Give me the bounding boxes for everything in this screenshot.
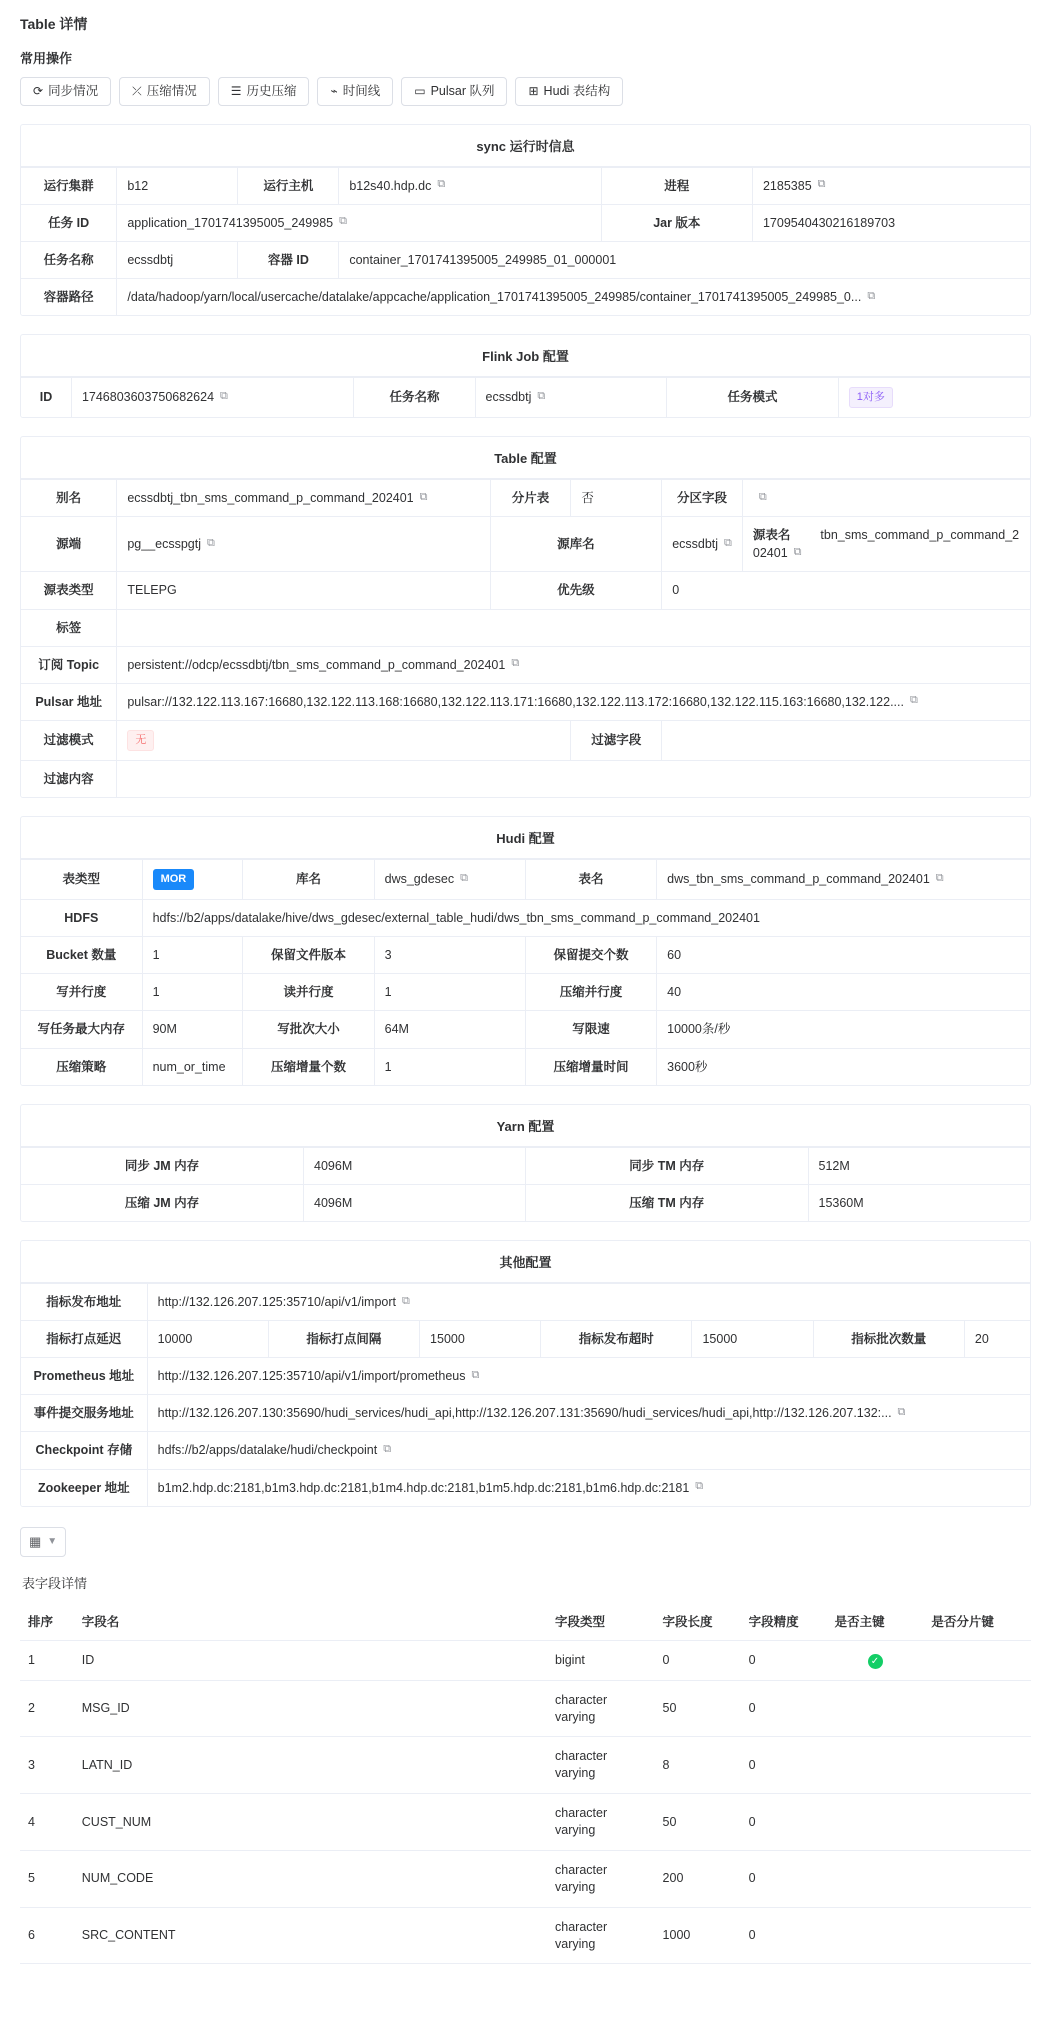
- compact-jm-memory-label: 压缩 JM 内存: [21, 1184, 304, 1221]
- metric-publish-url-label: 指标发布地址: [21, 1283, 147, 1320]
- table-row: [21, 720, 1030, 760]
- write-max-memory-value: 90M: [142, 1011, 243, 1048]
- table-config-table: [21, 479, 1030, 797]
- copy-icon[interactable]: ⧉: [437, 178, 446, 191]
- timeline-button-label: 时间线: [342, 84, 381, 98]
- zookeeper-address-value: [147, 1469, 1030, 1506]
- table-row: [21, 860, 1030, 900]
- sync-runtime-info-table: [21, 167, 1030, 316]
- zookeeper-address-label: Zookeeper 地址: [21, 1469, 147, 1506]
- field-length: 50: [655, 1794, 741, 1851]
- hdfs-value: hdfs://b2/apps/datalake/hive/dws_gdesec/external_table_hudi/dws_tbn_sms_command_p_command_202401: [142, 900, 1030, 937]
- field-length: 0: [655, 1640, 741, 1680]
- field-type: character varying: [547, 1850, 655, 1907]
- write-parallelism-value: 1: [142, 974, 243, 1011]
- grid-icon: ▦: [29, 1533, 42, 1549]
- common-operations-toolbar: [20, 77, 1031, 106]
- source-table-cell: [742, 517, 1030, 572]
- table-row: [21, 1358, 1030, 1395]
- zookeeper-address-text: b1m2.hdp.dc:2181,b1m3.hdp.dc:2181,b1m4.hdp.dc:2181,b1m5.hdp.dc:2181,b1m6.hdp.dc:2181: [157, 1480, 690, 1495]
- timeline-button[interactable]: [317, 77, 393, 106]
- task-id-label: 任务 ID: [21, 204, 117, 241]
- metric-timeout-label: 指标发布超时: [541, 1321, 692, 1358]
- header-field-precision: 字段精度: [741, 1602, 827, 1641]
- field-is-shard-key: [923, 1850, 1031, 1907]
- field-length: 8: [655, 1737, 741, 1794]
- field-is-primary-key: [827, 1794, 924, 1851]
- source-table-value: tbn_sms_command_p_command_202401: [752, 528, 1020, 561]
- table-row: [21, 683, 1030, 720]
- compact-strategy-label: 压缩策略: [21, 1048, 142, 1085]
- tag-label: 标签: [21, 609, 117, 646]
- jar-version-value: 1709540430216189703: [752, 204, 1030, 241]
- table-row: [21, 974, 1030, 1011]
- table-config-title: Table 配置: [21, 437, 1030, 479]
- copy-icon[interactable]: ⧉: [419, 490, 428, 503]
- field-is-primary-key: [827, 1640, 924, 1680]
- sync-jm-memory-value: 4096M: [304, 1147, 526, 1184]
- filter-field-value: [662, 720, 1030, 760]
- sync-status-button[interactable]: [20, 77, 111, 106]
- table-row: [21, 378, 1030, 418]
- write-max-memory-label: 写任务最大内存: [21, 1011, 142, 1048]
- partition-field-value: [742, 480, 1030, 517]
- chevron-down-icon: ▼: [47, 1536, 58, 1548]
- host-label: 运行主机: [238, 167, 339, 204]
- table-row: [21, 278, 1030, 315]
- table-row: [20, 1794, 1031, 1851]
- source-value-text: pg__ecsspgtj: [127, 537, 202, 552]
- header-is-primary-key: 是否主键: [827, 1602, 924, 1641]
- compact-strategy-value: num_or_time: [142, 1048, 243, 1085]
- table-row: [21, 900, 1030, 937]
- tag-value: [117, 609, 1030, 646]
- keep-commit-count-label: 保留提交个数: [525, 937, 656, 974]
- copy-icon[interactable]: ⧉: [867, 289, 876, 302]
- hudi-schema-button[interactable]: [515, 77, 623, 106]
- field-is-primary-key: [827, 1737, 924, 1794]
- checkpoint-storage-label: Checkpoint 存储: [21, 1432, 147, 1469]
- hudi-table-value-text: dws_tbn_sms_command_p_command_202401: [667, 872, 930, 887]
- sync-tm-memory-value: 512M: [808, 1147, 1030, 1184]
- fields-table: [20, 1602, 1031, 1965]
- keep-file-version-value: 3: [374, 937, 525, 974]
- table-row: [21, 1321, 1030, 1358]
- partition-field-label: 分区字段: [662, 480, 743, 517]
- copy-icon[interactable]: ⧉: [909, 694, 918, 707]
- task-name-label: 任务名称: [21, 241, 117, 278]
- copy-icon[interactable]: ⧉: [695, 1480, 704, 1493]
- field-name: CUST_NUM: [74, 1794, 547, 1851]
- flink-job-config-table: [21, 377, 1030, 417]
- field-precision: 0: [741, 1907, 827, 1964]
- sync-status-button-label: 同步情况: [48, 84, 99, 98]
- field-order: 4: [20, 1794, 74, 1851]
- field-order: 3: [20, 1737, 74, 1794]
- field-is-shard-key: [923, 1794, 1031, 1851]
- field-length: 50: [655, 1680, 741, 1737]
- queue-icon: ▭: [414, 84, 426, 99]
- flink-id-label: ID: [21, 378, 71, 418]
- topic-value-text: persistent://odcp/ecssdbtj/tbn_sms_command_p_command_202401: [127, 657, 506, 672]
- event-submit-url-label: 事件提交服务地址: [21, 1395, 147, 1432]
- flink-id-value: [71, 378, 354, 418]
- copy-icon[interactable]: ⧉: [724, 536, 732, 549]
- source-type-value: TELEPG: [117, 572, 490, 609]
- field-precision: 0: [741, 1794, 827, 1851]
- compact-tm-memory-value: 15360M: [808, 1184, 1030, 1221]
- event-submit-url-text: http://132.126.207.130:35690/hudi_services/hudi_api,http://132.126.207.131:35690/hudi_services/hudi_api,http://132.126.207.132:...: [157, 1406, 892, 1421]
- container-id-label: 容器 ID: [238, 241, 339, 278]
- header-field-name: 字段名: [74, 1602, 547, 1641]
- write-batch-size-value: 64M: [374, 1011, 525, 1048]
- flink-task-mode-label: 任务模式: [667, 378, 839, 418]
- table-icon: ⊞: [528, 84, 539, 99]
- source-type-label: 源表类型: [21, 572, 117, 609]
- hudi-table-value: [657, 860, 1030, 900]
- header-field-type: 字段类型: [547, 1602, 655, 1641]
- pulsar-address-value: [117, 683, 1030, 720]
- keep-file-version-label: 保留文件版本: [243, 937, 374, 974]
- table-config-card: [20, 436, 1031, 798]
- copy-icon[interactable]: ⧉: [460, 872, 468, 885]
- field-type: character varying: [547, 1737, 655, 1794]
- source-table-label: 源表名: [752, 528, 791, 543]
- field-is-shard-key: [923, 1680, 1031, 1737]
- flink-id-value-text: 1746803603750682624: [81, 390, 215, 405]
- copy-icon[interactable]: ⧉: [402, 1294, 410, 1307]
- table-row: [20, 1680, 1031, 1737]
- field-is-shard-key: [923, 1640, 1031, 1680]
- metric-publish-url-value: [147, 1283, 1030, 1320]
- table-row: [20, 1640, 1031, 1680]
- table-row: [21, 1432, 1030, 1469]
- pulsar-queue-button[interactable]: [401, 77, 507, 106]
- copy-icon[interactable]: ⧉: [537, 390, 546, 403]
- field-order: 5: [20, 1850, 74, 1907]
- metric-batch-label: 指标批次数量: [813, 1321, 964, 1358]
- table-row: [21, 1011, 1030, 1048]
- write-parallelism-label: 写并行度: [21, 974, 142, 1011]
- table-row: [21, 167, 1030, 204]
- field-type: bigint: [547, 1640, 655, 1680]
- checkpoint-storage-value: [147, 1432, 1030, 1469]
- task-id-value: [117, 204, 601, 241]
- process-value: [752, 167, 1030, 204]
- container-path-label: 容器路径: [21, 278, 117, 315]
- flink-task-name-label: 任务名称: [354, 378, 475, 418]
- cluster-label: 运行集群: [21, 167, 117, 204]
- field-order: 6: [20, 1907, 74, 1964]
- compaction-status-button[interactable]: [119, 77, 210, 106]
- table-row: [21, 1048, 1030, 1085]
- hudi-db-label: 库名: [243, 860, 374, 900]
- header-order: 排序: [20, 1602, 74, 1641]
- copy-icon[interactable]: ⧉: [511, 657, 520, 670]
- write-rate-limit-label: 写限速: [525, 1011, 656, 1048]
- container-id-value: container_1701741395005_249985_01_000001: [339, 241, 1030, 278]
- timeline-icon: ⌁: [330, 84, 338, 99]
- table-row: [21, 609, 1030, 646]
- compact-delta-time-value: 3600秒: [657, 1048, 1030, 1085]
- container-path-value: [117, 278, 1030, 315]
- table-row: [21, 1147, 1030, 1184]
- sync-runtime-info-card: [20, 124, 1031, 317]
- cluster-value: b12: [117, 167, 238, 204]
- yarn-config-table: [21, 1147, 1030, 1221]
- field-length: 200: [655, 1850, 741, 1907]
- table-row: [21, 937, 1030, 974]
- priority-label: 优先级: [490, 572, 662, 609]
- copy-icon[interactable]: ⧉: [817, 178, 826, 191]
- compact-delta-count-value: 1: [374, 1048, 525, 1085]
- field-order: 1: [20, 1640, 74, 1680]
- read-parallelism-value: 1: [374, 974, 525, 1011]
- table-row: [21, 646, 1030, 683]
- copy-icon[interactable]: ⧉: [793, 545, 802, 558]
- table-type-badge: MOR: [153, 869, 195, 890]
- filter-content-label: 过滤内容: [21, 760, 117, 797]
- host-value-text: b12s40.hdp.dc: [349, 178, 432, 193]
- source-label: 源端: [21, 517, 117, 572]
- metric-timeout-value: 15000: [692, 1321, 813, 1358]
- copy-icon[interactable]: ⧉: [897, 1405, 906, 1418]
- alias-value: [117, 480, 490, 517]
- field-type: character varying: [547, 1680, 655, 1737]
- compact-jm-memory-value: 4096M: [304, 1184, 526, 1221]
- field-name: LATN_ID: [74, 1737, 547, 1794]
- table-row: [20, 1737, 1031, 1794]
- sync-runtime-info-title: sync 运行时信息: [21, 125, 1030, 167]
- copy-icon[interactable]: ⧉: [207, 536, 215, 549]
- field-name: SRC_CONTENT: [74, 1907, 547, 1964]
- refresh-icon: ⟳: [33, 84, 44, 99]
- task-mode-badge: 1对多: [849, 387, 893, 408]
- field-is-primary-key: [827, 1680, 924, 1737]
- column-settings-button[interactable]: [20, 1527, 66, 1557]
- page-title: Table 详情: [20, 16, 88, 32]
- flink-task-name-value: [475, 378, 667, 418]
- field-order: 2: [20, 1680, 74, 1737]
- history-compaction-button-label: 历史压缩: [246, 84, 297, 98]
- flink-task-name-value-text: ecssdbtj: [485, 390, 532, 405]
- field-precision: 0: [741, 1850, 827, 1907]
- field-type: character varying: [547, 1794, 655, 1851]
- metric-publish-url-text: http://132.126.207.125:35710/api/v1/import: [157, 1294, 396, 1309]
- copy-icon[interactable]: ⧉: [471, 1368, 480, 1381]
- common-operations-label: 常用操作: [20, 51, 73, 66]
- shard-table-value: 否: [571, 480, 662, 517]
- alias-value-text: ecssdbtj_tbn_sms_command_p_command_202401: [127, 491, 414, 505]
- table-row: [21, 760, 1030, 797]
- fields-table-header-row: [20, 1602, 1031, 1641]
- prometheus-url-label: Prometheus 地址: [21, 1358, 147, 1395]
- history-compaction-button[interactable]: [218, 77, 310, 106]
- hdfs-label: HDFS: [21, 900, 142, 937]
- event-submit-url-value: [147, 1395, 1030, 1432]
- pulsar-address-label: Pulsar 地址: [21, 683, 117, 720]
- flink-job-config-title: Flink Job 配置: [21, 335, 1030, 377]
- field-type: character varying: [547, 1907, 655, 1964]
- filter-mode-value: [117, 720, 571, 760]
- hudi-db-value-text: dws_gdesec: [384, 872, 455, 887]
- compact-parallelism-label: 压缩并行度: [525, 974, 656, 1011]
- hudi-config-card: [20, 816, 1031, 1086]
- field-name: MSG_ID: [74, 1680, 547, 1737]
- filter-content-value: [117, 760, 1030, 797]
- filter-field-label: 过滤字段: [571, 720, 662, 760]
- task-id-value-text: application_1701741395005_249985: [127, 215, 334, 230]
- alias-label: 别名: [21, 480, 117, 517]
- task-name-value: ecssdbtj: [117, 241, 238, 278]
- yarn-config-card: [20, 1104, 1031, 1222]
- host-value: [339, 167, 601, 204]
- table-row: [21, 241, 1030, 278]
- table-row: [21, 1395, 1030, 1432]
- compress-icon: ⤫: [132, 84, 142, 99]
- field-is-shard-key: [923, 1737, 1031, 1794]
- compact-delta-time-label: 压缩增量时间: [525, 1048, 656, 1085]
- table-row: [20, 1850, 1031, 1907]
- metric-interval-label: 指标打点间隔: [268, 1321, 419, 1358]
- hudi-table-type-label: 表类型: [21, 860, 142, 900]
- table-row: [21, 517, 1030, 572]
- copy-icon[interactable]: ⧉: [339, 215, 347, 228]
- field-name: ID: [74, 1640, 547, 1680]
- list-icon: ☰: [230, 84, 242, 99]
- source-value: [117, 517, 490, 572]
- read-parallelism-label: 读并行度: [243, 974, 374, 1011]
- field-name: NUM_CODE: [74, 1850, 547, 1907]
- field-is-shard-key: [923, 1907, 1031, 1964]
- flink-task-mode-value: [838, 378, 1030, 418]
- write-batch-size-label: 写批次大小: [243, 1011, 374, 1048]
- metric-interval-value: 15000: [420, 1321, 541, 1358]
- checkpoint-storage-text: hdfs://b2/apps/datalake/hudi/checkpoint: [157, 1443, 378, 1458]
- topic-label: 订阅 Topic: [21, 646, 117, 683]
- field-is-primary-key: [827, 1907, 924, 1964]
- compaction-status-button-label: 压缩情况: [146, 84, 197, 98]
- compact-parallelism-value: 40: [657, 974, 1030, 1011]
- hudi-schema-button-label: Hudi 表结构: [543, 84, 611, 98]
- flink-job-config-card: [20, 334, 1031, 418]
- copy-icon[interactable]: ⧉: [935, 872, 944, 885]
- metric-batch-value: 20: [964, 1321, 1030, 1358]
- field-length: 1000: [655, 1907, 741, 1964]
- other-config-table: [21, 1283, 1030, 1506]
- hudi-config-table: [21, 859, 1030, 1085]
- shard-table-label: 分片表: [490, 480, 571, 517]
- table-row: [21, 1469, 1030, 1506]
- hudi-table-type-value: [142, 860, 243, 900]
- check-icon: ✓: [868, 1654, 883, 1669]
- source-db-value: [662, 517, 743, 572]
- table-row: [20, 1907, 1031, 1964]
- hudi-config-title: Hudi 配置: [21, 817, 1030, 859]
- metric-delay-label: 指标打点延迟: [21, 1321, 147, 1358]
- bucket-count-label: Bucket 数量: [21, 937, 142, 974]
- metric-delay-value: 10000: [147, 1321, 268, 1358]
- write-rate-limit-value: 10000条/秒: [657, 1011, 1030, 1048]
- other-config-card: [20, 1240, 1031, 1507]
- field-precision: 0: [741, 1737, 827, 1794]
- table-row: [21, 204, 1030, 241]
- keep-commit-count-value: 60: [657, 937, 1030, 974]
- filter-mode-label: 过滤模式: [21, 720, 117, 760]
- field-precision: 0: [741, 1640, 827, 1680]
- table-row: [21, 1184, 1030, 1221]
- compact-delta-count-label: 压缩增量个数: [243, 1048, 374, 1085]
- copy-icon[interactable]: ⧉: [220, 390, 228, 403]
- compact-tm-memory-label: 压缩 TM 内存: [525, 1184, 808, 1221]
- topic-value: [117, 646, 1030, 683]
- container-path-value-text: /data/hadoop/yarn/local/usercache/datalake/appcache/application_1701741395005_249985/container_1701741395005_249985_0...: [127, 289, 862, 304]
- pulsar-queue-button-label: Pulsar 队列: [430, 84, 495, 98]
- priority-value: 0: [662, 572, 1030, 609]
- jar-version-label: Jar 版本: [601, 204, 752, 241]
- sync-jm-memory-label: 同步 JM 内存: [21, 1147, 304, 1184]
- prometheus-url-value: [147, 1358, 1030, 1395]
- header-field-length: 字段长度: [655, 1602, 741, 1641]
- bucket-count-value: 1: [142, 937, 243, 974]
- other-config-title: 其他配置: [21, 1241, 1030, 1283]
- fields-section-title: 表字段详情: [22, 1575, 88, 1591]
- pulsar-address-value-text: pulsar://132.122.113.167:16680,132.122.113.168:16680,132.122.113.171:16680,132.122.113.172:16680,132.122.115.163:16680,132.122....: [127, 694, 904, 709]
- source-db-label: 源库名: [490, 517, 662, 572]
- table-row: [21, 572, 1030, 609]
- hudi-table-label: 表名: [525, 860, 656, 900]
- copy-icon[interactable]: ⧉: [383, 1443, 392, 1456]
- table-row: [21, 480, 1030, 517]
- copy-icon[interactable]: ⧉: [758, 490, 767, 503]
- sync-tm-memory-label: 同步 TM 内存: [525, 1147, 808, 1184]
- process-label: 进程: [601, 167, 752, 204]
- yarn-config-title: Yarn 配置: [21, 1105, 1030, 1147]
- table-row: [21, 1283, 1030, 1320]
- hudi-db-value: [374, 860, 525, 900]
- prometheus-url-text: http://132.126.207.125:35710/api/v1/import/prometheus: [157, 1369, 466, 1384]
- header-is-shard-key: 是否分片键: [923, 1602, 1031, 1641]
- process-value-text: 2185385: [762, 178, 812, 193]
- filter-mode-badge: 无: [127, 730, 154, 751]
- source-db-value-text: ecssdbtj: [672, 537, 719, 552]
- field-is-primary-key: [827, 1850, 924, 1907]
- field-precision: 0: [741, 1680, 827, 1737]
